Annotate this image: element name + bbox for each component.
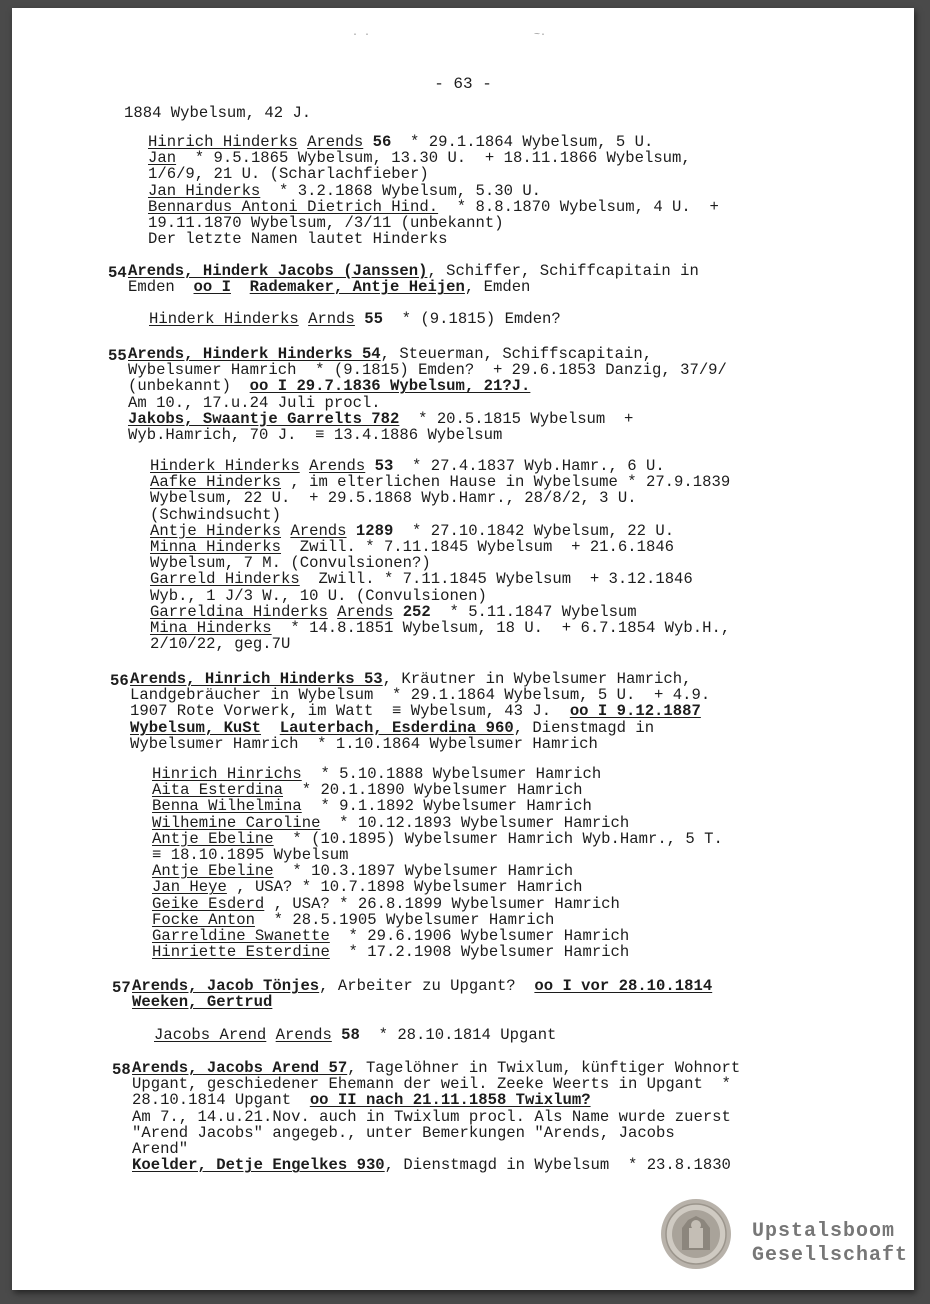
text-line xyxy=(128,346,727,362)
name-link-text: oo I vor 28.10.1814 xyxy=(534,977,713,995)
text-line xyxy=(152,896,723,912)
entry-number: 57 xyxy=(112,979,131,997)
name-link-text: Antje Hinderks xyxy=(150,521,282,540)
name-link-text: Aafke Hinderks xyxy=(150,473,282,492)
text-line xyxy=(150,571,730,587)
name-link-text: Arends xyxy=(337,602,394,621)
header-line: 1884 Wybelsum, 42 J. xyxy=(124,104,312,122)
text-line xyxy=(150,474,730,490)
name-link-text: Hinrich Hinrichs xyxy=(152,765,302,783)
name-link-text: oo I 29.7.1836 Wybelsum, 21?J. xyxy=(249,377,531,396)
name-link-text: Hinderk Hinderks xyxy=(150,457,300,475)
text-run: * 9.5.1865 Wybelsum, 13.30 U. + 18.11.1866 Wybelsum, xyxy=(176,149,691,168)
text-line xyxy=(150,620,730,636)
text-line xyxy=(152,847,723,863)
text-line xyxy=(130,671,710,687)
text-run: Wyb., 1 J/3 W., 10 U. (Convulsionen) xyxy=(150,586,487,605)
text-run: * 5.10.1888 Wybelsumer Hamrich xyxy=(301,765,602,783)
document-page xyxy=(12,8,914,1290)
name-link-text: Arends xyxy=(275,1026,332,1044)
text-line xyxy=(150,458,730,474)
text-line xyxy=(150,555,730,571)
entry-number: 58 xyxy=(112,1061,131,1079)
text-run: (Schwindsucht) xyxy=(150,505,282,524)
text-run: 28.10.1814 Upgant xyxy=(132,1091,310,1110)
text-run: "Arend Jacobs" angegeb., unter Bemerkungen "Arends, Jacobs xyxy=(132,1123,675,1142)
text-line xyxy=(150,523,730,539)
text-run: Zwill. * 7.11.1845 Wybelsum + 3.12.1846 xyxy=(299,570,693,589)
text-run: * 9.1.1892 Wybelsumer Hamrich xyxy=(301,797,592,816)
text-run: Wyb.Hamrich, 70 J. ≡ 13.4.1886 Wybelsum xyxy=(128,426,503,445)
text-run xyxy=(355,310,364,328)
name-link-text: Jan Hinderks xyxy=(148,181,261,200)
text-line xyxy=(130,687,710,703)
text-line xyxy=(132,1125,740,1141)
entry-57-children xyxy=(154,1027,556,1043)
name-link-text: Lauterbach, Esderdina 960 xyxy=(279,718,514,737)
text-run xyxy=(299,310,308,328)
text-run: * 10.12.1893 Wybelsumer Hamrich xyxy=(320,813,630,832)
text-line xyxy=(130,703,710,719)
text-run: , USA? * 10.7.1898 Wybelsumer Hamrich xyxy=(226,878,583,897)
scan-mark: ~· xyxy=(534,30,547,41)
text-line xyxy=(152,863,723,879)
text-run: 58 xyxy=(341,1026,360,1044)
text-run: 19.11.1870 Wybelsum, /3/11 (unbekannt) xyxy=(148,214,504,233)
name-link-text: Aita Esterdina xyxy=(152,781,284,800)
watermark-line-2: Gesellschaft xyxy=(752,1244,909,1267)
text-run: 56 xyxy=(372,133,392,151)
entry-55 xyxy=(128,346,727,443)
entry-57 xyxy=(132,978,712,1010)
text-line xyxy=(150,539,730,555)
text-line xyxy=(148,231,719,247)
text-line xyxy=(132,1157,740,1173)
name-link-text: oo I xyxy=(193,278,231,297)
text-run: , Dienstmagd in xyxy=(513,718,655,737)
name-link-text: Jan Heye xyxy=(152,878,227,897)
text-line xyxy=(150,636,730,652)
text-line xyxy=(132,1076,740,1092)
text-line xyxy=(150,490,730,506)
text-run: Am 7., 14.u.21.Nov. auch in Twixlum procl. Als Name wurde zuerst xyxy=(132,1107,731,1126)
name-link-text: Benna Wilhelmina xyxy=(152,797,302,816)
text-run: , Emden xyxy=(464,278,531,297)
text-run: (unbekannt) xyxy=(128,377,250,396)
name-link-text: Koelder, Detje Engelkes 930 xyxy=(132,1156,385,1175)
text-run: * 3.2.1868 Wybelsum, 5.30 U. xyxy=(260,181,542,200)
text-line xyxy=(148,166,719,182)
text-run: 1289 xyxy=(355,521,394,540)
entry-number: 55 xyxy=(108,347,127,365)
name-link-text: Garreldina Hinderks xyxy=(150,602,328,621)
text-line xyxy=(154,1027,556,1043)
text-line xyxy=(148,199,719,215)
text-run: Der letzte Namen lautet Hinderks xyxy=(148,230,448,249)
text-line xyxy=(152,912,723,928)
text-run: Wybelsumer Hamrich * 1.10.1864 Wybelsumer Hamrich xyxy=(130,734,598,753)
text-run xyxy=(332,1026,341,1044)
text-line xyxy=(148,183,719,199)
text-run: , Kräutner in Wybelsumer Hamrich, xyxy=(382,670,692,688)
text-run: 55 xyxy=(364,310,383,328)
text-run: Upgant, geschiedener Ehemann der weil. Zeeke Weerts in Upgant * xyxy=(132,1075,731,1094)
entry-54 xyxy=(128,263,699,295)
previous-children-block xyxy=(148,134,719,247)
header-line-block xyxy=(124,105,311,121)
text-run: , Tagelöhner in Twixlum, künftiger Wohnort xyxy=(347,1059,741,1077)
text-line xyxy=(130,736,710,752)
text-run: * 29.1.1864 Wybelsum, 5 U. xyxy=(391,133,654,151)
text-run xyxy=(266,1026,275,1044)
text-run: * (10.1895) Wybelsumer Hamrich Wyb.Hamr., 5 T. xyxy=(273,829,723,848)
text-line xyxy=(152,928,723,944)
text-run: , im elterlichen Hause in Wybelsume * 27.9.1839 xyxy=(281,473,731,492)
text-line xyxy=(132,1109,740,1125)
text-run: , Dienstmagd in Wybelsum * 23.8.1830 xyxy=(384,1156,731,1175)
text-run xyxy=(231,278,250,296)
name-link-text: Bennardus Antoni Dietrich Hind. xyxy=(148,197,439,216)
text-run: * 5.11.1847 Wybelsum xyxy=(430,602,637,621)
entry-58 xyxy=(132,1060,740,1173)
text-line xyxy=(152,944,723,960)
name-link-text: Antje Ebeline xyxy=(152,829,274,848)
name-link-text: Jakobs, Swaantje Garrelts 782 xyxy=(128,409,400,428)
name-link-text: Mina Hinderks xyxy=(150,619,272,638)
name-link-text: Arends xyxy=(309,457,366,475)
text-run: * 27.4.1837 Wyb.Hamr., 6 U. xyxy=(393,457,665,475)
text-run: * 28.5.1905 Wybelsumer Hamrich xyxy=(254,910,555,929)
text-run: * 29.6.1906 Wybelsumer Hamrich xyxy=(329,927,630,946)
scan-mark: · · xyxy=(352,30,371,41)
text-run: , Steuerman, Schiffscapitain, xyxy=(380,345,653,363)
text-line xyxy=(130,720,710,736)
text-run: * 10.3.1897 Wybelsumer Hamrich xyxy=(273,862,574,881)
entry-56 xyxy=(130,671,710,752)
name-link-text: Arends xyxy=(307,133,364,151)
name-link-text: Arends xyxy=(290,521,347,540)
text-line xyxy=(152,766,723,782)
text-line xyxy=(128,362,727,378)
text-line xyxy=(152,879,723,895)
entry-number: 54 xyxy=(108,264,127,282)
society-watermark xyxy=(752,1220,908,1268)
text-run: 2/10/22, geg.7U xyxy=(150,635,291,654)
name-link-text: Arends, Hinrich Hinderks 53 xyxy=(130,670,383,688)
text-line xyxy=(132,1060,740,1076)
text-run: * 28.10.1814 Upgant xyxy=(359,1026,557,1044)
entry-number: 56 xyxy=(110,672,129,690)
text-run: Am 10., 17.u.24 Juli procl. xyxy=(128,393,381,412)
name-link-text: Arends, Hinderk Hinderks 54 xyxy=(128,345,381,363)
text-line xyxy=(150,507,730,523)
text-line xyxy=(128,378,727,394)
society-seal-icon xyxy=(660,1198,732,1270)
text-run: , Arbeiter zu Upgant? xyxy=(319,977,535,995)
text-line xyxy=(150,604,730,620)
name-link-text: Hinderk Hinderks xyxy=(149,310,299,328)
text-line xyxy=(128,395,727,411)
page-number: - 63 - xyxy=(434,75,492,93)
text-run: Landgebräucher in Wybelsum * 29.1.1864 Wybelsum, 5 U. + 4.9. xyxy=(130,686,711,705)
text-run: * (9.1815) Emden? xyxy=(382,310,561,328)
name-link-text: Arends, Jacob Tönjes xyxy=(132,977,320,995)
text-run: * 27.10.1842 Wybelsum, 22 U. xyxy=(393,521,675,540)
name-link-text: Arends, Hinderk Jacobs (Janssen) xyxy=(128,262,428,280)
name-link-text: Arends, Jacobs Arend 57 xyxy=(132,1059,348,1077)
text-run: Arend" xyxy=(132,1140,189,1159)
text-line xyxy=(149,311,561,327)
text-line xyxy=(148,215,719,231)
text-run: Emden xyxy=(128,278,194,297)
entry-54-children xyxy=(149,311,561,327)
text-line xyxy=(132,1092,740,1108)
name-link-text: Antje Ebeline xyxy=(152,862,274,881)
name-link-text: Garreld Hinderks xyxy=(150,570,300,589)
text-line xyxy=(132,978,712,994)
name-link-text: Hinrich Hinderks xyxy=(148,133,298,151)
name-link-text: Arnds xyxy=(308,310,355,328)
text-run: * 14.8.1851 Wybelsum, 18 U. + 6.7.1854 Wyb.H., xyxy=(271,619,731,638)
name-link-text: Wybelsum, KuSt xyxy=(130,718,262,737)
name-link-text: oo I 9.12.1887 xyxy=(569,702,701,721)
text-run: 1907 Rote Vorwerk, im Watt ≡ Wybelsum, 43 J. xyxy=(130,702,570,721)
text-run: * 20.5.1815 Wybelsum + xyxy=(399,409,634,428)
text-line xyxy=(132,1141,740,1157)
text-line xyxy=(132,994,712,1010)
text-run: 1/6/9, 21 U. (Scharlachfieber) xyxy=(148,165,429,184)
text-run: 252 xyxy=(402,602,431,621)
text-line xyxy=(148,150,719,166)
text-line xyxy=(152,815,723,831)
name-link-text: Wilhemine Caroline xyxy=(152,813,321,832)
text-line xyxy=(152,782,723,798)
text-run: * 17.2.1908 Wybelsumer Hamrich xyxy=(329,943,630,962)
text-line xyxy=(128,411,727,427)
text-run: 53 xyxy=(374,457,394,475)
text-line xyxy=(128,263,699,279)
text-line xyxy=(150,588,730,604)
text-run: Wybelsum, 22 U. + 29.5.1868 Wyb.Hamr., 28/8/2, 3 U. xyxy=(150,489,637,508)
text-line xyxy=(128,279,699,295)
text-run: Zwill. * 7.11.1845 Wybelsum + 21.6.1846 xyxy=(281,538,675,557)
name-link-text: Rademaker, Antje Heijen xyxy=(249,278,465,297)
text-run: , Schiffer, Schiffcapitain in xyxy=(427,262,699,280)
name-link-text: oo II nach 21.11.1858 Twixlum? xyxy=(309,1091,591,1110)
watermark-line-1: Upstalsboom xyxy=(752,1220,896,1243)
name-link-text: Minna Hinderks xyxy=(150,538,282,557)
entry-56-children xyxy=(152,766,723,960)
text-line xyxy=(152,831,723,847)
name-link-text: Jan xyxy=(148,149,177,168)
text-run: , USA? * 26.8.1899 Wybelsumer Hamrich xyxy=(264,894,620,913)
text-run: * 20.1.1890 Wybelsumer Hamrich xyxy=(283,781,583,800)
name-link-text: Weeken, Gertrud xyxy=(132,993,273,1012)
text-line xyxy=(152,798,723,814)
text-run: * 8.8.1870 Wybelsum, 4 U. + xyxy=(438,197,719,216)
name-link-text: Geike Esderd xyxy=(152,894,265,913)
name-link-text: Jacobs Arend xyxy=(154,1026,267,1044)
text-run: Wybelsum, 7 M. (Convulsionen?) xyxy=(150,554,431,573)
name-link-text: Hinriette Esterdine xyxy=(152,943,330,962)
text-line xyxy=(148,134,719,150)
text-run: Wybelsumer Hamrich * (9.1815) Emden? + 29.6.1853 Danzig, 37/9/ xyxy=(128,361,727,380)
text-line xyxy=(128,427,727,443)
entry-55-children xyxy=(150,458,730,652)
name-link-text: Garreldine Swanette xyxy=(152,927,330,946)
name-link-text: Focke Anton xyxy=(152,910,255,929)
text-run: ≡ 18.10.1895 Wybelsum xyxy=(152,846,349,865)
